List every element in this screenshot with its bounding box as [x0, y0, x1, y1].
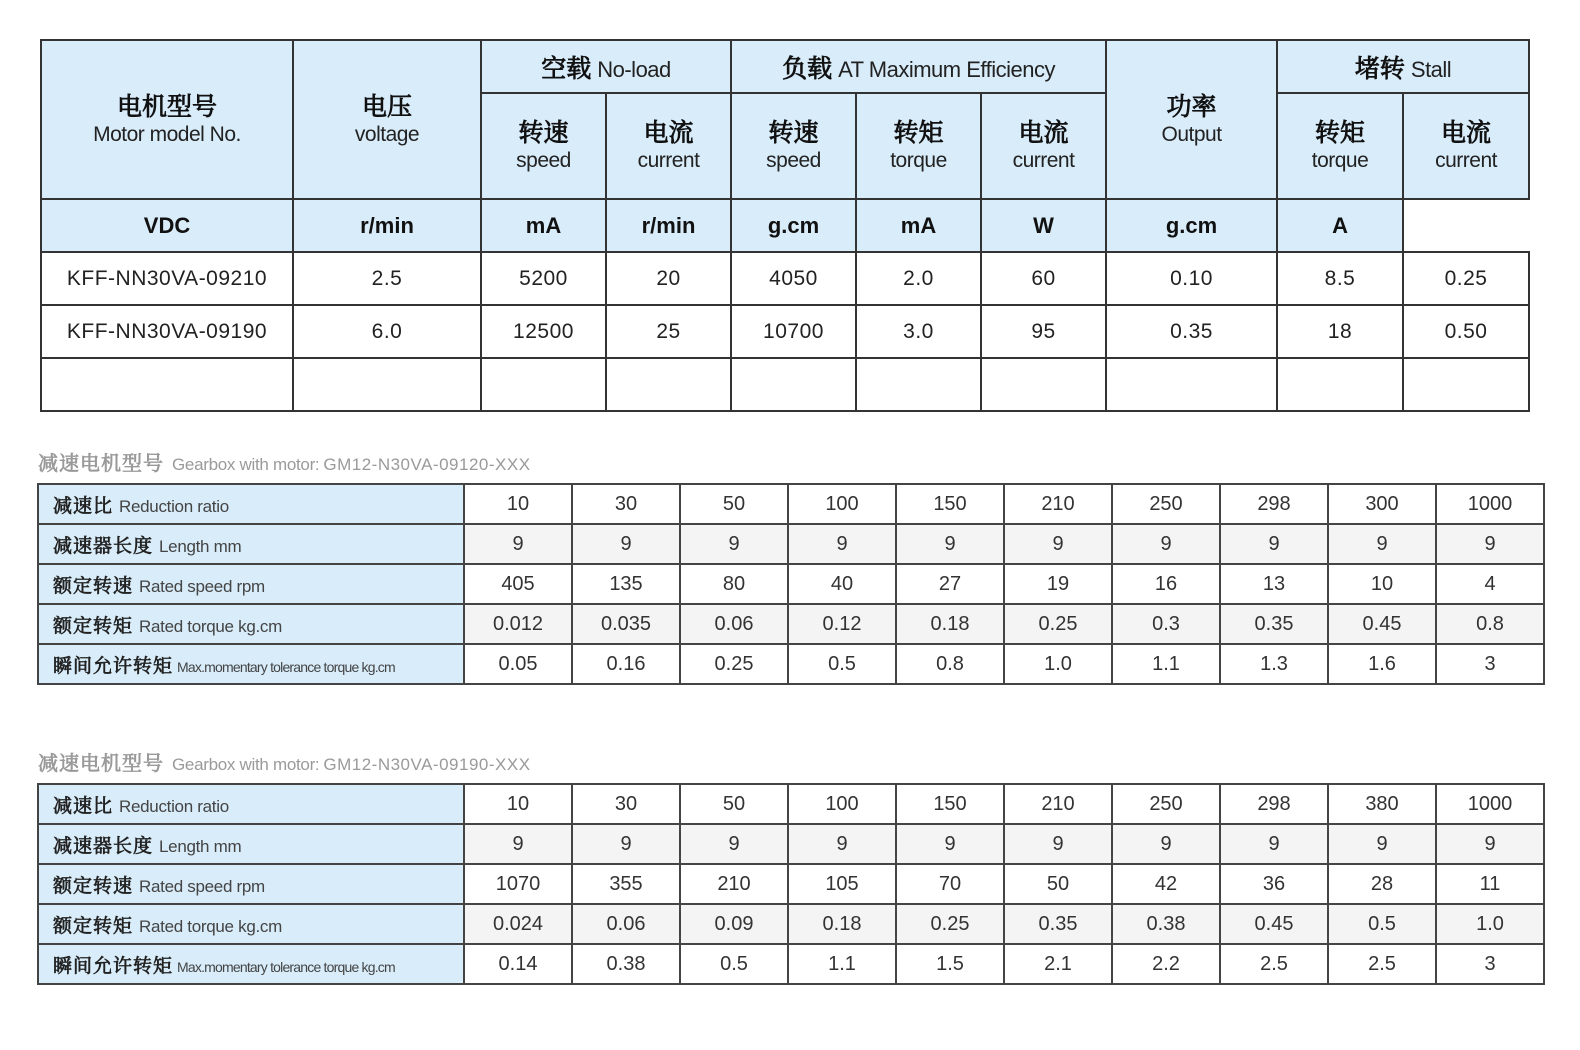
- stall-torque-header: [1277, 93, 1403, 199]
- gearbox-value-cell: 50: [680, 484, 788, 524]
- label-en: Reduction ratio: [119, 496, 229, 516]
- gearbox-value-cell: 105: [788, 864, 896, 904]
- gearbox-value-cell: 10: [464, 784, 572, 824]
- model-header: [41, 40, 293, 199]
- gearbox-row: [38, 564, 1544, 604]
- gearbox-value-cell: 1.3: [1220, 644, 1328, 684]
- label-en: Max.momentary tolerance torque kg.cm: [177, 958, 395, 975]
- gearbox-value-cell: 0.25: [680, 644, 788, 684]
- gearbox-row-label: [38, 784, 464, 824]
- gearbox-value-cell: 0.18: [788, 904, 896, 944]
- gearbox-value-cell: 150: [896, 484, 1004, 524]
- subheader-en: speed: [766, 149, 821, 172]
- spec-value-cell: [606, 358, 731, 411]
- gearbox-value-cell: 0.06: [572, 904, 680, 944]
- gearbox-value-cell: 70: [896, 864, 1004, 904]
- gearbox-value-cell: 9: [1112, 824, 1220, 864]
- label-cn: 额定转矩: [53, 614, 134, 637]
- gearbox-value-cell: 0.05: [464, 644, 572, 684]
- stall-current-header: [1403, 93, 1529, 199]
- spec-value-cell: 60: [981, 252, 1106, 305]
- label-en: Max.momentary tolerance torque kg.cm: [177, 658, 395, 675]
- spec-value-cell: 0.35: [1106, 305, 1277, 358]
- gearbox-value-cell: 16: [1112, 564, 1220, 604]
- gearbox-value-cell: 10: [464, 484, 572, 524]
- unit-cell: r/min: [606, 199, 731, 252]
- gearbox-value-cell: 9: [464, 824, 572, 864]
- label-en: Length mm: [159, 536, 242, 556]
- subheader-en: torque: [1311, 149, 1369, 172]
- gearbox-value-cell: 0.09: [680, 904, 788, 944]
- label-en: Rated torque kg.cm: [139, 916, 282, 936]
- gearbox-value-cell: 0.16: [572, 644, 680, 684]
- gearbox-value-cell: 0.45: [1220, 904, 1328, 944]
- spec-value-cell: 20: [606, 252, 731, 305]
- gearbox-value-cell: 0.25: [1004, 604, 1112, 644]
- spec-row: [41, 252, 1529, 305]
- spec-value-cell: [731, 358, 856, 411]
- gearbox-value-cell: 0.14: [464, 944, 572, 984]
- maxeff-torque-header: [856, 93, 981, 199]
- label-cn: 减速比: [53, 794, 114, 817]
- model-number-cell: KFF-NN30VA-09190: [41, 305, 293, 358]
- gearbox-row: [38, 484, 1544, 524]
- spec-value-cell: 4050: [731, 252, 856, 305]
- stall-cn: 堵转: [1354, 53, 1405, 83]
- output-header-en: Output: [1161, 122, 1222, 146]
- gearbox-row-label: [38, 864, 464, 904]
- subheader-cn: 电流: [1018, 118, 1069, 147]
- gearbox-title-model: GM12-N30VA-09120-XXX: [323, 455, 531, 474]
- gearbox-value-cell: 2.2: [1112, 944, 1220, 984]
- gearbox-title-cn: 减速电机型号: [38, 451, 164, 475]
- unit-cell: W: [981, 199, 1106, 252]
- spec-value-cell: [856, 358, 981, 411]
- unit-cell: g.cm: [731, 199, 856, 252]
- gearbox-value-cell: 9: [1436, 824, 1544, 864]
- units-row: [41, 199, 1529, 252]
- gearbox-value-cell: 135: [572, 564, 680, 604]
- gearbox-value-cell: 0.12: [788, 604, 896, 644]
- maxeff-en: AT Maximum Efficiency: [838, 56, 1055, 82]
- gearbox-value-cell: 9: [464, 524, 572, 564]
- label-cn: 额定转速: [53, 874, 134, 897]
- gearbox-value-cell: 210: [1004, 484, 1112, 524]
- label-en: Rated torque kg.cm: [139, 616, 282, 636]
- gearbox-value-cell: 9: [788, 824, 896, 864]
- spec-value-cell: 95: [981, 305, 1106, 358]
- gearbox-value-cell: 9: [896, 524, 1004, 564]
- spec-value-cell: 10700: [731, 305, 856, 358]
- gearbox-value-cell: 298: [1220, 784, 1328, 824]
- maxeff-current-header: [981, 93, 1106, 199]
- gearbox-value-cell: 9: [1328, 824, 1436, 864]
- gearbox-value-cell: 1070: [464, 864, 572, 904]
- gearbox-value-cell: 0.8: [896, 644, 1004, 684]
- unit-cell: mA: [481, 199, 606, 252]
- gearbox-value-cell: 355: [572, 864, 680, 904]
- noload-en: No-load: [597, 56, 671, 82]
- gearbox-row: [38, 524, 1544, 564]
- subheader-cn: 转速: [518, 118, 569, 147]
- gearbox-value-cell: 0.8: [1436, 604, 1544, 644]
- spec-value-cell: [481, 358, 606, 411]
- gearbox-title-en: Gearbox with motor:: [172, 755, 320, 774]
- gearbox-value-cell: 0.5: [788, 644, 896, 684]
- gearbox-value-cell: 9: [572, 524, 680, 564]
- gearbox-value-cell: 30: [572, 784, 680, 824]
- gearbox-value-cell: 9: [1220, 524, 1328, 564]
- label-cn: 减速器长度: [53, 534, 154, 557]
- model-header-cn: 电机型号: [116, 91, 217, 121]
- spec-value-cell: [1403, 358, 1529, 411]
- gearbox-row: [38, 784, 1544, 824]
- gearbox-value-cell: 3: [1436, 644, 1544, 684]
- gearbox-row: [38, 644, 1544, 684]
- gearbox-row-label: [38, 564, 464, 604]
- gearbox-value-cell: 40: [788, 564, 896, 604]
- gearbox-value-cell: 0.3: [1112, 604, 1220, 644]
- gearbox-value-cell: 42: [1112, 864, 1220, 904]
- gearbox-value-cell: 9: [1004, 524, 1112, 564]
- spec-value-cell: 2.0: [856, 252, 981, 305]
- spec-value-cell: 3.0: [856, 305, 981, 358]
- gearbox-row-label: [38, 484, 464, 524]
- gearbox-value-cell: 0.5: [1328, 904, 1436, 944]
- gearbox-title-cn: 减速电机型号: [38, 751, 164, 775]
- gearbox-value-cell: 19: [1004, 564, 1112, 604]
- gearbox-table-1: [37, 483, 1545, 685]
- gearbox-row-label: [38, 904, 464, 944]
- spec-value-cell: 0.25: [1403, 252, 1529, 305]
- gearbox-value-cell: 2.5: [1220, 944, 1328, 984]
- stall-en: Stall: [1410, 56, 1452, 82]
- gearbox-row-label: [38, 604, 464, 644]
- subheader-en: current: [1435, 149, 1497, 172]
- model-number-cell: KFF-NN30VA-09210: [41, 252, 293, 305]
- subheader-cn: 转矩: [893, 118, 944, 147]
- gearbox-value-cell: 1.0: [1004, 644, 1112, 684]
- gearbox-value-cell: 3: [1436, 944, 1544, 984]
- spec-value-cell: [981, 358, 1106, 411]
- voltage-header-cn: 电压: [361, 91, 412, 121]
- spec-value-cell: 18: [1277, 305, 1403, 358]
- gearbox-value-cell: 2.5: [1328, 944, 1436, 984]
- spec-value-cell: 5200: [481, 252, 606, 305]
- gearbox-value-cell: 1000: [1436, 784, 1544, 824]
- gearbox-value-cell: 9: [680, 524, 788, 564]
- label-cn: 额定转矩: [53, 914, 134, 937]
- gearbox-value-cell: 0.012: [464, 604, 572, 644]
- gearbox-value-cell: 2.1: [1004, 944, 1112, 984]
- gearbox-value-cell: 250: [1112, 784, 1220, 824]
- gearbox-value-cell: 50: [1004, 864, 1112, 904]
- gearbox-title-1: [38, 447, 531, 476]
- output-header: [1106, 40, 1277, 199]
- spec-value-cell: 6.0: [293, 305, 481, 358]
- gearbox-value-cell: 298: [1220, 484, 1328, 524]
- subheader-en: current: [637, 149, 700, 172]
- gearbox-value-cell: 210: [680, 864, 788, 904]
- model-header-en: Motor model No.: [93, 122, 241, 146]
- spec-value-cell: [293, 358, 481, 411]
- gearbox-value-cell: 1.0: [1436, 904, 1544, 944]
- gearbox-value-cell: 9: [1220, 824, 1328, 864]
- gearbox-value-cell: 0.45: [1328, 604, 1436, 644]
- gearbox-value-cell: 30: [572, 484, 680, 524]
- gearbox-row: [38, 604, 1544, 644]
- maxeff-cn: 负载: [782, 53, 833, 83]
- gearbox-row: [38, 864, 1544, 904]
- noload-speed-header: [481, 93, 606, 199]
- unit-cell: mA: [856, 199, 981, 252]
- noload-cn: 空载: [541, 53, 592, 83]
- spec-value-cell: 25: [606, 305, 731, 358]
- subheader-cn: 转速: [768, 118, 819, 147]
- gearbox-row: [38, 944, 1544, 984]
- unit-cell: A: [1277, 199, 1403, 252]
- stall-group-header: [1277, 40, 1529, 93]
- gearbox-value-cell: 28: [1328, 864, 1436, 904]
- gearbox-value-cell: 100: [788, 784, 896, 824]
- spec-value-cell: 2.5: [293, 252, 481, 305]
- maxeff-speed-header: [731, 93, 856, 199]
- gearbox-value-cell: 0.06: [680, 604, 788, 644]
- label-cn: 减速器长度: [53, 834, 154, 857]
- label-en: Rated speed rpm: [139, 576, 265, 596]
- unit-cell: VDC: [41, 199, 293, 252]
- noload-group-header: [481, 40, 731, 93]
- label-cn: 额定转速: [53, 574, 134, 597]
- gearbox-value-cell: 0.35: [1004, 904, 1112, 944]
- gearbox-row-label: [38, 944, 464, 984]
- spec-value-cell: 12500: [481, 305, 606, 358]
- label-cn: 减速比: [53, 494, 114, 517]
- gearbox-value-cell: 10: [1328, 564, 1436, 604]
- voltage-header-en: voltage: [354, 122, 420, 146]
- gearbox-value-cell: 0.35: [1220, 604, 1328, 644]
- unit-cell: r/min: [293, 199, 481, 252]
- gearbox-value-cell: 1.1: [788, 944, 896, 984]
- spec-row: [41, 358, 1529, 411]
- label-en: Reduction ratio: [119, 796, 229, 816]
- gearbox-value-cell: 0.25: [896, 904, 1004, 944]
- gearbox-value-cell: 50: [680, 784, 788, 824]
- gearbox-value-cell: 250: [1112, 484, 1220, 524]
- gearbox-value-cell: 9: [1436, 524, 1544, 564]
- gearbox-value-cell: 9: [896, 824, 1004, 864]
- gearbox-value-cell: 9: [788, 524, 896, 564]
- maxeff-group-header: [731, 40, 1106, 93]
- gearbox-value-cell: 300: [1328, 484, 1436, 524]
- gearbox-title-en: Gearbox with motor:: [172, 455, 320, 474]
- gearbox-row: [38, 904, 1544, 944]
- subheader-en: speed: [516, 149, 571, 172]
- gearbox-value-cell: 210: [1004, 784, 1112, 824]
- gearbox-value-cell: 0.5: [680, 944, 788, 984]
- subheader-cn: 电流: [643, 118, 694, 147]
- gearbox-value-cell: 1.5: [896, 944, 1004, 984]
- gearbox-row-label: [38, 644, 464, 684]
- label-en: Length mm: [159, 836, 242, 856]
- gearbox-value-cell: 9: [572, 824, 680, 864]
- gearbox-value-cell: 9: [1328, 524, 1436, 564]
- subheader-en: torque: [890, 149, 947, 172]
- gearbox-table-2: [37, 783, 1545, 985]
- gearbox-value-cell: 80: [680, 564, 788, 604]
- voltage-header: [293, 40, 481, 199]
- gearbox-value-cell: 4: [1436, 564, 1544, 604]
- gearbox-value-cell: 150: [896, 784, 1004, 824]
- gearbox-value-cell: 405: [464, 564, 572, 604]
- spec-value-cell: 8.5: [1277, 252, 1403, 305]
- gearbox-value-cell: 0.38: [572, 944, 680, 984]
- gearbox-value-cell: 0.035: [572, 604, 680, 644]
- gearbox-value-cell: 1.1: [1112, 644, 1220, 684]
- gearbox-title-2: [38, 747, 531, 776]
- gearbox-value-cell: 0.024: [464, 904, 572, 944]
- spec-value-cell: 0.10: [1106, 252, 1277, 305]
- gearbox-value-cell: 0.38: [1112, 904, 1220, 944]
- gearbox-row: [38, 824, 1544, 864]
- subheader-cn: 电流: [1441, 118, 1492, 147]
- spec-value-cell: [1277, 358, 1403, 411]
- noload-current-header: [606, 93, 731, 199]
- gearbox-title-model: GM12-N30VA-09190-XXX: [323, 755, 531, 774]
- unit-cell: g.cm: [1106, 199, 1277, 252]
- spec-row: [41, 305, 1529, 358]
- gearbox-value-cell: 100: [788, 484, 896, 524]
- gearbox-value-cell: 1000: [1436, 484, 1544, 524]
- gearbox-value-cell: 9: [1112, 524, 1220, 564]
- gearbox-value-cell: 27: [896, 564, 1004, 604]
- gearbox-value-cell: 9: [680, 824, 788, 864]
- model-number-cell: [41, 358, 293, 411]
- spec-value-cell: 0.50: [1403, 305, 1529, 358]
- spec-value-cell: [1106, 358, 1277, 411]
- label-en: Rated speed rpm: [139, 876, 265, 896]
- gearbox-value-cell: 9: [1004, 824, 1112, 864]
- gearbox-row-label: [38, 524, 464, 564]
- label-cn: 瞬间允许转矩: [53, 654, 174, 677]
- subheader-en: current: [1012, 149, 1075, 172]
- gearbox-value-cell: 11: [1436, 864, 1544, 904]
- output-header-cn: 功率: [1166, 91, 1217, 121]
- gearbox-value-cell: 380: [1328, 784, 1436, 824]
- label-cn: 瞬间允许转矩: [53, 954, 174, 977]
- motor-spec-table: [40, 39, 1530, 412]
- subheader-cn: 转矩: [1315, 118, 1366, 147]
- gearbox-row-label: [38, 824, 464, 864]
- gearbox-value-cell: 1.6: [1328, 644, 1436, 684]
- gearbox-value-cell: 36: [1220, 864, 1328, 904]
- gearbox-value-cell: 13: [1220, 564, 1328, 604]
- gearbox-value-cell: 0.18: [896, 604, 1004, 644]
